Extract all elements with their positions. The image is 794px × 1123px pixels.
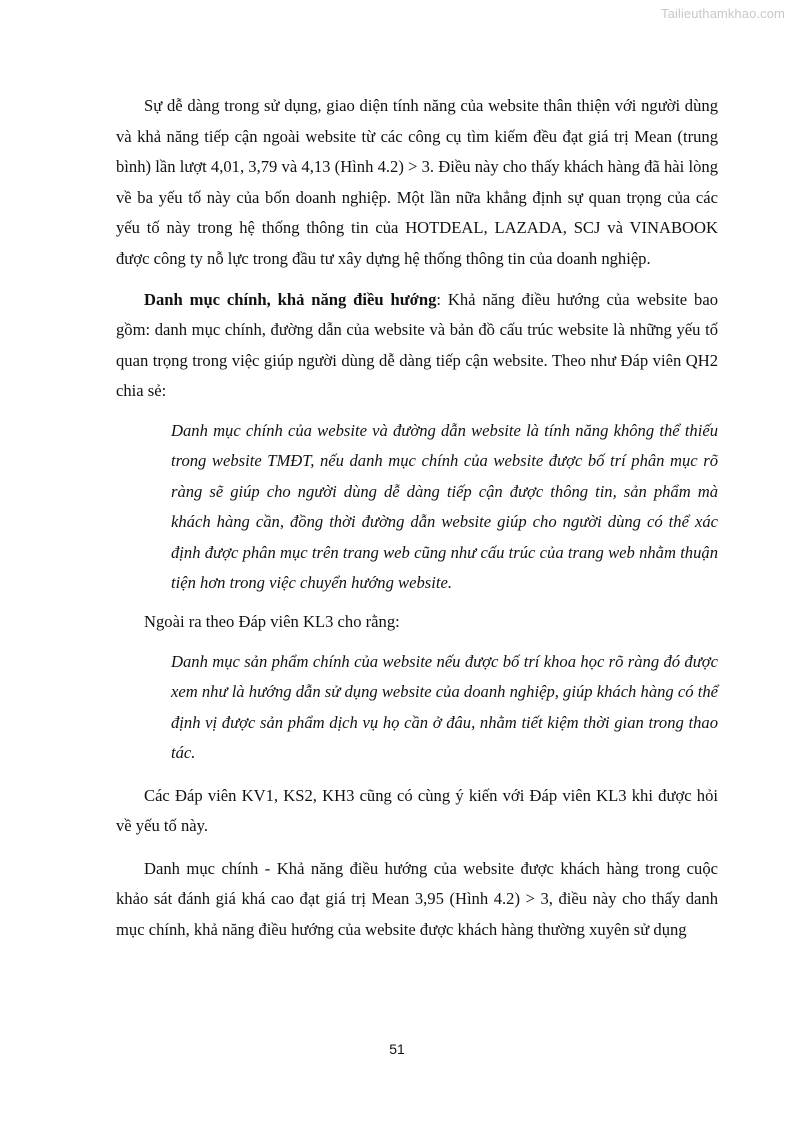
watermark-text: Tailieuthamkhao.com [660,6,785,21]
paragraph-ease-of-use: Sự dễ dàng trong sử dụng, giao diện tính năng của website thân thiện với người dùng và khả năng tiếp cận ngoài website từ các công cụ tìm kiếm đều đạt giá trị Mean (trung bình) lần lượt 4,01, 3,79 và 4,13 (Hình 4.2) > 3. Điều này cho thấy khách hàng đã hài lòng về ba yếu tố này của bốn doanh nghiệp. Một lần nữa khẳng định sự quan trọng của các yếu tố này trong hệ thống thông tin của HOTDEAL, LAZADA, SCJ và VINABOOK được công ty nỗ lực trong đầu tư xây dựng hệ thống thông tin của doanh nghiệp. [116,96,718,268]
paragraph-navigation-heading: Danh mục chính, khả năng điều hướng [144,289,437,309]
paragraph-other-respondents: Các Đáp viên KV1, KS2, KH3 cũng có cùng ý kiến với Đáp viên KL3 khi được hỏi về yếu tố này. [116,785,718,836]
page-number: 51 [389,1041,405,1057]
quote-qh2: Danh mục chính của website và đường dẫn website là tính năng không thể thiếu trong website TMĐT, nếu danh mục chính của website được bố trí phân mục rõ ràng sẽ giúp cho người dùng dễ dàng tiếp cận được thông tin, sản phẩm mà khách hàng cần, đồng thời đường dẫn website giúp cho người dùng có thể xác định được phân mục trên trang web cũng như cấu trúc của trang web nhằm thuận tiện hơn trong việc chuyển hướng website. [171,420,718,592]
page-body [116,91,718,946]
paragraph-navigation [116,285,718,407]
paragraph-navigation-text: : Khả năng điều hướng của website bao gồm: danh mục chính, đường dẫn của website và bản đồ cấu trúc website là những yếu tố quan trọng trong việc giúp người dùng dễ dàng tiếp cận website. Theo như Đáp viên QH2 chia sẻ: [116,289,718,401]
quote-kl3: Danh mục sản phẩm chính của website nếu được bố trí khoa học rõ ràng đó được xem như là hướng dẫn sử dụng website của doanh nghiệp, giúp khách hàng có thể định vị được sản phẩm dịch vụ họ cần ở đâu, nhằm tiết kiệm thời gian trong thao tác. [171,651,718,763]
paragraph-navigation-mean: Danh mục chính - Khả năng điều hướng của website được khách hàng trong cuộc khảo sát đánh giá khá cao đạt giá trị Mean 3,95 (Hình 4.2) > 3, điều này cho thấy danh mục chính, khả năng điều hướng của website được khách hàng thường xuyên sử dụng [116,858,718,939]
paragraph-kl3-intro: Ngoài ra theo Đáp viên KL3 cho rằng: [144,612,400,632]
